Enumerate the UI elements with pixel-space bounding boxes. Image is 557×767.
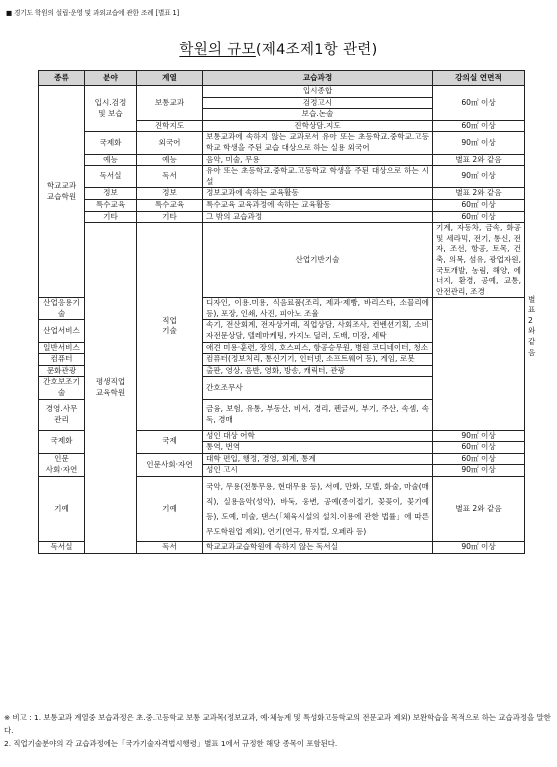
academy-scale-table: 종류 분야 계열 교습과정 강의실 연면적 학교교과 교습학원 입시.검정 및 보습 보통교과 입시종합 60㎡ 이상 검정고시 보습.논술 진학지도 진학상담.지도 60㎡ 이상 국제화 외국어 보통교과에 속하지 않는 교과로서 유아 또는 초등학교.중학교.고등학교 학생을 주된 교습 대상으로 하는 실용 외국어 90㎡ 이상 예능 예능 음악, 미술, 무용 별표 2와 같음 독서실 독서 유아 또는 초등학교.중학교.고등학교 학생을 주된 대상으로 하는 시설 90㎡ 이상 정보 정보 정보교과에 속하는 교육활동 별표 2와 같음 특수교육 특수교육 특수교육 교육과정에 속하는 교육활동 60㎡ 이상 기타 기타 그 밖의 교습과정 60㎡ 이상 평생직업 교육학원 직업 기술 산업기반기술 기계, 자동차, 금속, 화공 및 세라믹, 전기, 통신, 전자, 조선, 항공, 토목, 건축, 의복, 섬유, 광업자원, 국토개발, 농림, 해양, 에너지, 환경, 공예, 교통, 안전관리, 조경 별표 2와 같음 산업응용기술 디자인, 이용.미용, 식음료품(조리, 제과·제빵, 바리스타, 소믈리에 등), 포장, 인쇄, 사진, 피아노 조율 산업서비스 속기, 전산회계, 전자상거래, 직업상담, 사회조사, 컨벤션기획, 소비자전문상담, 텔레마케팅, 카지노 딜러, 도배, 미장, 세탁 일반서비스 애견 미용·훈련, 장의, 호스피스, 항공승무원, 병원 코디네이터, 청소 컴퓨터 컴퓨터(정보처리, 통신기기, 인터넷, 소프트웨어 등), 게임, 로봇 문화관광 출판, 영상, 음반, 영화, 방송, 캐릭터, 관광 간호보조기술 간호조무사 경영.사무관리 금융, 보험, 유통, 부동산, 비서, 경리, 펜글씨, 부기, 주산, 속셈, 속독, 경매 국제화 국제 성인 대상 어학 90㎡ 이상 통역, 번역 60㎡ 이상 인문 사회·자연 인문사회·자연 대학 편입, 행정, 경영, 회계, 통계 60㎡ 이상 성인 고시 90㎡ 이상 기예 기예 국악, 무용(전통무용, 현대무용 등), 서예, 만화, 모델, 화술, 마술(매직), 실용음악(성악), 바둑, 웅변, 공예(종이접기, 꽃꽂이, 꽃기예 등), 도예, 미술, 댄스(「체육시설의 설치.이용에 관한 법률」에 따른 무도학원업 제외), 연기(연극, 뮤지컬, 오페라 등) 별표 2와 같음 독서실 독서 학교교과교습학원에 속하지 않는 독서실 90㎡ 이상 <box>38 70 525 554</box>
area-cell: 별표 2와 같음 <box>433 188 525 200</box>
series-cell: 산업기반기술 <box>203 223 433 298</box>
series-foreign-language: 외국어 <box>137 132 203 154</box>
course-cell: 특수교육 교육과정에 속하는 교육활동 <box>203 199 433 211</box>
col-header-series: 계열 <box>137 71 203 86</box>
series-cell: 간호보조기술 <box>39 377 85 399</box>
field-entrance: 입시.검정 및 보습 <box>85 86 137 132</box>
series-cell: 경영.사무관리 <box>39 399 85 430</box>
field-reading-room: 독서실 <box>39 542 85 554</box>
field-other: 기타 <box>85 211 137 223</box>
course-cell: 금융, 보험, 유통, 부동산, 비서, 경리, 펜글씨, 부기, 주산, 속셈, 속독, 경매 <box>203 399 433 430</box>
series-cell: 산업응용기술 <box>39 298 85 320</box>
series-general: 보통교과 <box>137 86 203 121</box>
page-title <box>0 38 557 59</box>
remark-1: ※ 비고 : 1. 보통교과 계열중 보습과정은 초.중.고등학교 보통 교과목(정보교과, 예·체능계 및 특성화고등학교의 전문교과 제외) 보완학습을 목적으로 하는 교습과정을 말한다. <box>4 713 551 735</box>
area-cell: 90㎡ 이상 <box>433 132 525 154</box>
field-intl: 국제화 <box>39 430 85 453</box>
course-cell: 간호조무사 <box>203 377 433 399</box>
series-special-ed: 특수교육 <box>137 199 203 211</box>
remarks <box>4 711 554 750</box>
field-special-ed: 특수교육 <box>85 199 137 211</box>
field-intl: 국제화 <box>85 132 137 154</box>
remark-2: 2. 직업기술분야의 각 교습과정에는「국가기술자격법시행령」별표 1에서 규정한 해당 종목이 포함된다. <box>4 739 338 748</box>
area-cell: 60㎡ 이상 <box>433 442 525 454</box>
course-cell: 검정고시 <box>203 97 433 109</box>
course-cell: 대학 편입, 행정, 경영, 회계, 통계 <box>203 453 433 465</box>
series-humanities: 인문사회·자연 <box>137 453 203 476</box>
series-reading: 독서 <box>137 166 203 188</box>
course-cell: 디자인, 이용.미용, 식음료품(조리, 제과·제빵, 바리스타, 소믈리에 등), 포장, 인쇄, 사진, 피아노 조율 <box>203 298 433 320</box>
course-cell: 진학상담.지도 <box>203 120 433 132</box>
area-cell: 별표 2와 같음 <box>433 154 525 166</box>
area-cell: 60㎡ 이상 <box>433 453 525 465</box>
series-cell: 일반서비스 <box>39 342 85 354</box>
course-cell: 보습.논술 <box>203 109 433 121</box>
series-other: 기타 <box>137 211 203 223</box>
field-humanities: 인문 사회·자연 <box>39 453 85 476</box>
area-cell: 60㎡ 이상 <box>433 120 525 132</box>
course-cell: 그 밖의 교습과정 <box>203 211 433 223</box>
document-header: ■ 경기도 학원의 설립·운영 및 과외교습에 관한 조례 [별표 1] <box>6 9 180 17</box>
area-cell: 60㎡ 이상 <box>433 211 525 223</box>
area-cell: 별표 2와 같음 <box>433 477 525 542</box>
course-cell: 통역, 번역 <box>203 442 433 454</box>
area-cell: 90㎡ 이상 <box>433 542 525 554</box>
series-reading: 독서 <box>137 542 203 554</box>
course-cell: 보통교과에 속하지 않는 교과로서 유아 또는 초등학교.중학교.고등학교 학생을 주된 교습 대상으로 하는 실용 외국어 <box>203 132 433 154</box>
course-cell: 기계, 자동차, 금속, 화공 및 세라믹, 전기, 통신, 전자, 조선, 항공, 토목, 건축, 의복, 섬유, 광업자원, 국토개발, 농림, 해양, 에너지, 환경, 공예, 교통, 안전관리, 조경 <box>433 223 525 298</box>
field-arts: 예능 <box>85 154 137 166</box>
title-main: 학원의 규모 <box>179 42 256 58</box>
course-cell: 음악, 미술, 무용 <box>203 154 433 166</box>
title-suffix: (제4조제1항 관련) <box>255 42 378 58</box>
area-cell: 90㎡ 이상 <box>433 465 525 477</box>
course-cell: 속기, 전산회계, 전자상거래, 직업상담, 사회조사, 컨벤션기획, 소비자전문상담, 텔레마케팅, 카지노 딜러, 도배, 미장, 세탁 <box>203 320 433 342</box>
col-header-field: 분야 <box>85 71 137 86</box>
course-cell: 컴퓨터(정보처리, 통신기기, 인터넷, 소프트웨어 등), 게임, 로봇 <box>203 354 433 366</box>
series-info: 정보 <box>137 188 203 200</box>
course-cell: 애견 미용·훈련, 장의, 호스피스, 항공승무원, 병원 코디네이터, 청소 <box>203 342 433 354</box>
series-cell: 컴퓨터 <box>39 354 85 366</box>
type-school: 학교교과 교습학원 <box>39 86 85 298</box>
course-cell: 유아 또는 초등학교.중학교.고등학교 학생을 주된 대상으로 하는 시설 <box>203 166 433 188</box>
col-header-type: 종류 <box>39 71 85 86</box>
field-info: 정보 <box>85 188 137 200</box>
series-cell: 산업서비스 <box>39 320 85 342</box>
area-cell: 90㎡ 이상 <box>433 166 525 188</box>
area-cell: 60㎡ 이상 <box>433 86 525 121</box>
course-cell: 성인 고시 <box>203 465 433 477</box>
course-cell: 입시종합 <box>203 86 433 98</box>
course-cell: 성인 대상 어학 <box>203 430 433 442</box>
course-cell: 국악, 무용(전통무용, 현대무용 등), 서예, 만화, 모델, 화술, 마술(매직), 실용음악(성악), 바둑, 웅변, 공예(종이접기, 꽃꽂이, 꽃기예 등), 도예, 미술, 댄스(「체육시설의 설치.이용에 관한 법률」에 따른 무도학원업 제외), 연기(연극, 뮤지컬, 오페라 등) <box>203 477 433 542</box>
course-cell: 정보교과에 속하는 교육활동 <box>203 188 433 200</box>
area-cell: 60㎡ 이상 <box>433 199 525 211</box>
field-vocational: 직업 기술 <box>137 223 203 431</box>
series-skills: 기예 <box>137 477 203 542</box>
field-skills: 기예 <box>39 477 85 542</box>
course-cell: 출판, 영상, 음반, 영화, 방송, 캐릭터, 관광 <box>203 365 433 377</box>
field-reading-room: 독서실 <box>85 166 137 188</box>
series-cell: 문화관광 <box>39 365 85 377</box>
course-cell: 학교교과교습학원에 속하지 않는 독서실 <box>203 542 433 554</box>
col-header-course: 교습과정 <box>203 71 433 86</box>
series-guidance: 진학지도 <box>137 120 203 132</box>
col-header-area: 강의실 연면적 <box>433 71 525 86</box>
series-arts: 예능 <box>137 154 203 166</box>
series-intl: 국제 <box>137 430 203 453</box>
area-cell: 90㎡ 이상 <box>433 430 525 442</box>
type-lifelong: 평생직업 교육학원 <box>85 223 137 553</box>
table-header-row <box>39 71 525 86</box>
